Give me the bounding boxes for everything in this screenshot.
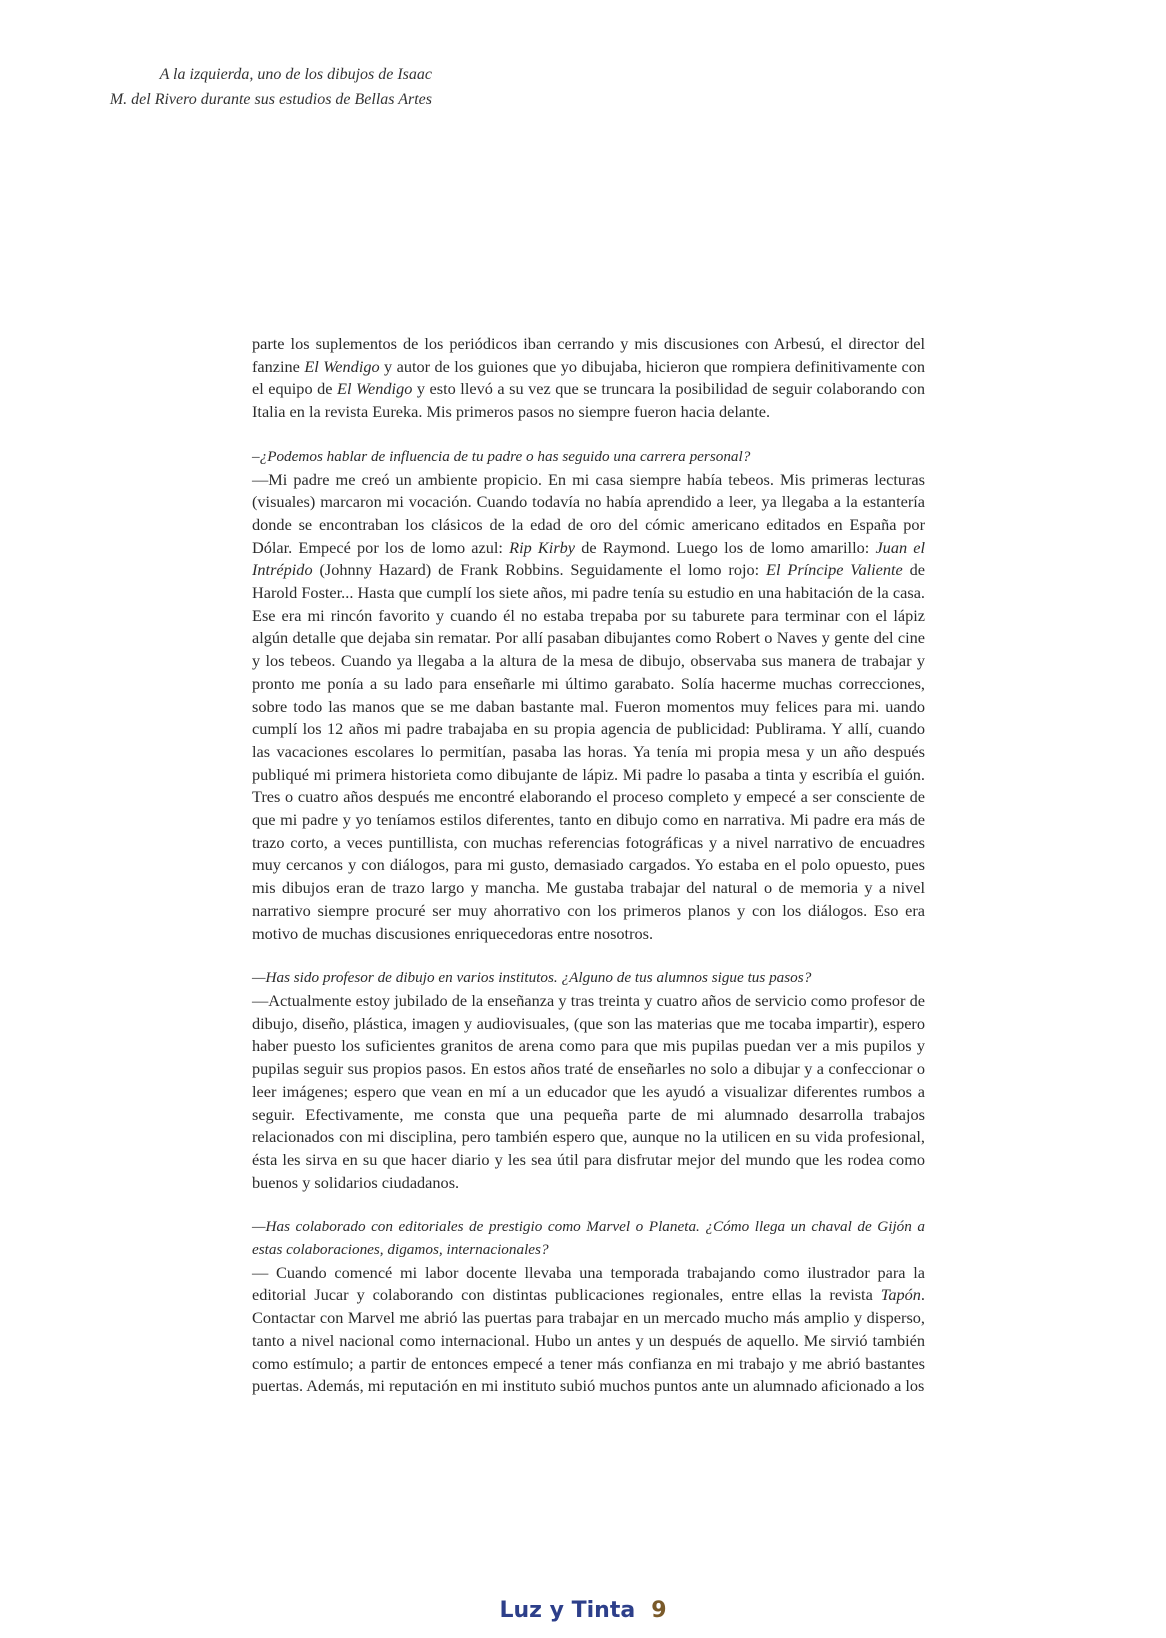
comic-title: Juan el Intrépido (252, 537, 926, 580)
caption-line-1: A la izquierda, uno de los dibujos de Isaac (159, 66, 432, 83)
text-run: parte los suplementos de los periódicos iban cerrando y mis discusiones con Arbesú, el director del fanzine (252, 334, 925, 376)
answer-3 (252, 1262, 925, 1398)
question-3: —Has colaborado con editoriales de prestigio como Marvel o Planeta. ¿Cómo llega un chaval de Gijón a estas colaboraciones, digamos, internacionales? (252, 1218, 925, 1259)
paragraph-intro (252, 333, 925, 424)
magazine-title: Tapón (880, 1285, 921, 1305)
text-run: de Raymond. Luego los de lomo amarillo: (575, 537, 876, 557)
page-footer (0, 1598, 1166, 1623)
publication-title: El Wendigo (304, 356, 380, 376)
answer-1 (252, 469, 925, 946)
answer-2: —Actualmente estoy jubilado de la enseñanza y tras treinta y cuatro años de servicio como profesor de dibujo, diseño, plástica, imagen y audiovisuales, (que son las materias que me tocaba impartir), espero haber puesto los suficientes granitos de arena como para que mis pupilas puedan ver a mis pupilos y pupilas seguir sus propios pasos. En estos años traté de enseñarles no solo a dibujar y a confeccionar o leer imágenes; espero que vean en mí a un educador que les ayudó a visualizar diferentes rumbos a seguir. Efectivamente, me consta que una pequeña parte de mi alumnado desarrolla trabajos relacionados con mi disciplina, pero también espero que, aunque no la utilicen en su vida profesional, ésta les sirva en su que hacer diario y les sea útil para disfrutar mejor del mundo que les rodea como buenos y solidarios ciudadanos. (252, 990, 925, 1192)
caption-line-2: M. del Rivero durante sus estudios de Bellas Artes (109, 91, 432, 108)
text-run: —Mi padre me creó un ambiente propicio. En mi casa siempre había tebeos. Mis primeras lecturas (visuales) marcaron mi vocación. Cuando todavía no había aprendido a leer, ya llegaba a la estantería donde se encontraban los clásicos de la edad de oro del cómic americano editados en España por Dólar. Empecé por los de lomo azul: (252, 469, 925, 557)
text-run: de Harold Foster... Hasta que cumplí los siete años, mi padre tenía su estudio en una habitación de la casa. Ese era mi rincón favorito y cuando él no estaba trepaba por su taburete para terminar con el lápiz algún detalle que dejaba sin rematar. Por allí pasaban dibujantes como Robert o Naves y gente del cine y los tebeos. Cuando ya llegaba a la altura de la mesa de dibujo, observaba sus manera de trabajar y pronto me ponía a su lado para enseñarle mi último garabato. Solía hacerme muchas correcciones, sobre todo las manos que se me daban bastante mal. Fueron momentos muy felices para mi. uando cumplí los 12 años mi padre trabajaba en su propia agencia de publicidad: Publirama. Y allí, cuando las vacaciones escolares lo permitían, pasaba las horas. Ya tenía mi propia mesa y un año después publiqué mi primera historieta como dibujante de lápiz. Mi padre lo pasaba a tinta y escribía el guión. Tres o cuatro años después me encontré elaborando el proceso completo y empecé a ser consciente de que mi padre y yo teníamos estilos diferentes, tanto en dibujo como en narrativa. Mi padre era más de trazo corto, a veces puntillista, con muchas referencias fotográficas y a nivel narrativo de encuadres muy cercanos y con diálogos, para mi gusto, demasiado cargados. Yo estaba en el polo opuesto, pues mis dibujos eran de trazo largo y mancha. Me gustaba trabajar del natural o de memoria y a nivel narrativo siempre procuré ser muy ahorrativo con los primeros planos y con los diálogos. Eso era motivo de muchas discusiones enriquecedoras entre nosotros. (252, 560, 925, 943)
comic-title: Rip Kirby (509, 537, 576, 557)
text-run: — Cuando comencé mi labor docente llevaba una temporada trabajando como ilustrador para la editorial Jucar y colaborando con distintas publicaciones regionales, entre ellas la revista (252, 1262, 925, 1305)
question-2: —Has sido profesor de dibujo en varios institutos. ¿Alguno de tus alumnos sigue tus pasos? (252, 969, 812, 987)
magazine-name: Luz y Tinta (499, 1598, 636, 1623)
text-run: y autor de los guiones que yo dibujaba, hicieron que rompiera definitivamente con el equipo de (252, 356, 925, 399)
image-caption (60, 62, 432, 112)
question-1: –¿Podemos hablar de influencia de tu padre o has seguido una carrera personal? (252, 447, 751, 465)
text-run: . Contactar con Marvel me abrió las puertas para trabajar en un mercado mucho más amplio y disperso, tanto a nivel nacional como internacional. Hubo un antes y un después de aquello. Me sirvió también como estímulo; a partir de entonces empecé a tener más confianza en mi trabajo y me abrió bastantes puertas. Además, mi reputación en mi instituto subió muchos puntos ante un alumnado aficionado a los (252, 1285, 925, 1396)
article-body (252, 333, 925, 1398)
text-run: y esto llevó a su vez que se truncara la posibilidad de seguir colaborando con Italia en la revista Eureka. Mis primeros pasos no siempre fueron hacia delante. (252, 379, 926, 422)
publication-title: El Wendigo (337, 379, 413, 399)
comic-title: El Príncipe Valiente (766, 560, 903, 580)
text-run: (Johnny Hazard) de Frank Robbins. Seguidamente el lomo rojo: (312, 560, 767, 580)
page-number: 9 (651, 1598, 667, 1623)
